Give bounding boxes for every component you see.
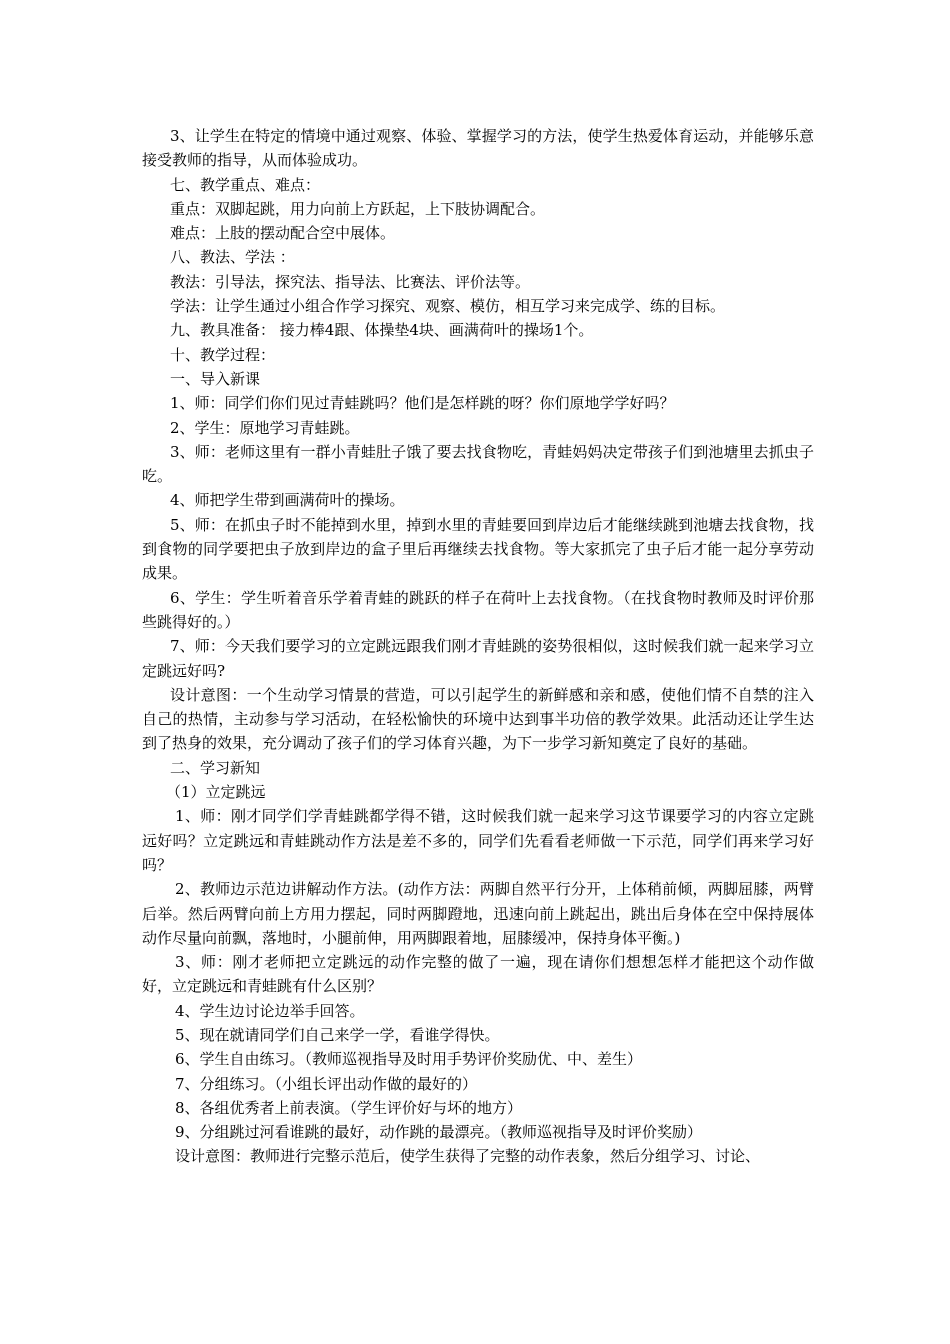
intro-step-4: 4、师把学生带到画满荷叶的操场。: [170, 491, 405, 510]
learn-step-8: 8、各组优秀者上前表演。（学生评价好与坏的地方）: [175, 1098, 523, 1117]
learning-method-paragraph: 学法：让学生通过小组合作学习探究、观察、模仿，相互学习来完成学、练的目标。: [170, 297, 726, 316]
learn-step-9: 9、分组跳过河看谁跳的最好，动作跳的最漂亮。（教师巡视指导及时评价奖励）: [175, 1123, 703, 1142]
intro-step-3: 3、师：老师这里有一群小青蛙肚子饿了要去找食物吃，青蛙妈妈决定带孩子们到池塘里去抓虫子吃。: [142, 442, 814, 486]
learn-step-3: 3、师：刚才老师把立定跳远的动作完整的做了一遍，现在请你们想想怎样才能把这个动作做好，立定跳远和青蛙跳有什么区别？: [142, 953, 814, 996]
goal-3-paragraph: 3、让学生在特定的情境中通过观察、体验、掌握学习的方法，使学生热爱体育运动，并能够乐意接受教师的指导，从而体验成功。: [142, 127, 814, 170]
section-heading-key-points: 七、教学重点、难点：: [170, 175, 321, 194]
intro-step-1: 1、师：同学们你们见过青蛙跳吗？他们是怎样跳的呀？你们原地学学好吗？: [170, 394, 675, 413]
learn-step-1: 1、师：刚才同学们学青蛙跳都学得不错，这时候我们就一起来学习这节课要学习的内容立定跳远好吗？立定跳远和青蛙跳动作方法是差不多的，同学们先看看老师做一下示范，同学们再来学习好吗？: [142, 807, 814, 874]
teaching-method-paragraph: 教法：引导法，探究法、指导法、比赛法、评价法等。: [170, 272, 531, 291]
learn-step-5: 5、现在就请同学们自己来学一学，看谁学得快。: [175, 1025, 500, 1044]
intro-step-2: 2、学生：原地学习青蛙跳。: [170, 418, 360, 437]
equipment-paragraph: 九、教具准备： 接力棒4跟、体操垫4块、画满荷叶的操场1个。: [170, 321, 594, 340]
intro-step-6: 6、学生：学生听着音乐学着青蛙的跳跃的样子在荷叶上去找食物。（在找食物时教师及时评价那些跳得好的。）: [142, 588, 814, 631]
learn-step-2: 2、教师边示范边讲解动作方法。(动作方法：两脚自然平行分开，上体稍前倾，两脚屈膝，两臂后举。然后两臂向前上方用力摆起，同时两脚蹬地，迅速向前上跳起出，跳出后身体在空中保持展体动作尽量向前飘，落地时，小腿前伸，用两脚跟着地，屈膝缓冲，保持身体平衡。): [142, 880, 814, 947]
difficulty-paragraph: 难点：上肢的摆动配合空中展体。: [170, 224, 396, 243]
intro-step-5: 5、师：在抓虫子时不能掉到水里，掉到水里的青蛙要回到岸边后才能继续跳到池塘去找食物，找到食物的同学要把虫子放到岸边的盒子里后再继续去找食物。等大家抓完了虫子后才能一起分享劳动成果。: [142, 515, 814, 583]
subheading-standing-long-jump: （1）立定跳远: [166, 783, 266, 802]
document-body: [142, 124, 814, 1169]
intro-step-7: 7、师：今天我们要学习的立定跳远跟我们刚才青蛙跳的姿势很相似，这时候我们就一起来学习立定跳远好吗?: [142, 637, 814, 680]
subheading-introduction: 一、导入新课: [170, 369, 261, 388]
learn-step-7: 7、分组练习。（小组长评出动作做的最好的）: [175, 1074, 478, 1093]
key-point-paragraph: 重点：双脚起跳，用力向前上方跃起，上下肢协调配合。: [170, 199, 546, 218]
learn-step-6: 6、学生自由练习。（教师巡视指导及时用手势评价奖励优、中、差生）: [175, 1050, 643, 1069]
design-intent-paragraph-2: 设计意图：教师进行完整示范后，使学生获得了完整的动作表象，然后分组学习、讨论、: [175, 1147, 761, 1166]
section-heading-methods: 八、教法、学法 ：: [170, 248, 295, 267]
learn-step-4: 4、学生边讨论边举手回答。: [175, 1001, 365, 1020]
section-heading-process: 十、教学过程：: [170, 345, 276, 364]
subheading-new-knowledge: 二、学习新知: [170, 758, 261, 777]
design-intent-paragraph: 设计意图：一个生动学习情景的营造，可以引起学生的新鲜感和亲和感，使他们情不自禁的注入自己的热情，主动参与学习活动，在轻松愉快的环境中达到事半功倍的教学效果。此活动还让学生达到了热身的效果，充分调动了孩子们的学习体育兴趣，为下一步学习新知奠定了良好的基础。: [142, 685, 814, 753]
